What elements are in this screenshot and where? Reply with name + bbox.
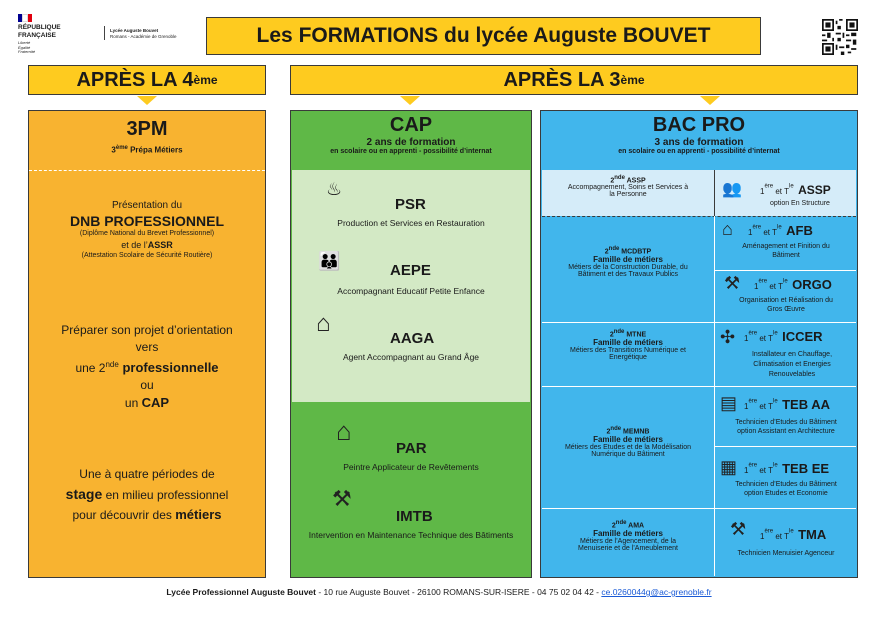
bac-1t-teb-aa[interactable]: ▤ 1ère et $T^{le}$ TEB AA Technicien d’Etudes du Bâtiment option Assistant en Architecture: [720, 393, 837, 435]
3pm-header: 3PM 3ème Prépa Métiers: [111, 118, 183, 155]
worker-icon: ⚒: [724, 273, 741, 293]
bac-right-divider: [714, 270, 856, 271]
building-plan-icon: ▤: [720, 393, 738, 413]
republic-motto: Liberté Égalité Fraternité: [18, 40, 36, 54]
french-flag-icon: [18, 14, 32, 22]
bac-1t-tma[interactable]: ⚒ 1ère et $T^{le}$ TMA Technicien Menuisier Agenceur: [730, 519, 835, 557]
banner-apres-4eme: APRÈS LA 4 ème: [28, 65, 266, 95]
republique-francaise-logo: RÉPUBLIQUE FRANÇAISE: [18, 24, 61, 39]
cap-item-aaga[interactable]: ⌂ AAGA Agent Accompagnant au Grand Âge: [316, 310, 480, 362]
tools-icon: ⚒: [332, 486, 352, 511]
bac-right-divider: [714, 446, 856, 447]
bac-2nde-mcdbtp[interactable]: 2nde MCDBTP Famille de métiers Métiers de la Construction Durable, du Bâtiment et des Travaux Publics: [568, 246, 688, 279]
bac-header: BAC PRO 3 ans de formation en scolaire ou en apprenti - possibilité d’internat: [618, 114, 780, 155]
bac-1t-afb[interactable]: ⌂ 1ère et $T^{le}$ AFB Aménagement et Finition du Bâtiment: [722, 219, 830, 259]
bac-assp-bottom-line: [542, 216, 856, 217]
3pm-dnb-section: Présentation du DNB PROFESSIONNEL (Diplôme National du Brevet Professionnel) et de l’ASSR (Attestation Scolaire de Sécurité Routière): [69, 200, 224, 259]
child-play-icon: 👪: [318, 251, 341, 271]
cap-item-imtb[interactable]: ⚒ IMTB Intervention en Maintenance Technique des Bâtiments: [308, 486, 514, 540]
family-house-icon: ⌂: [316, 310, 331, 337]
logo-separator: [104, 26, 105, 40]
bac-1t-iccer[interactable]: ✣ 1ère et $T^{le}$ ICCER Installateur en Chauffage, Climatisation et Energies Renouvelables: [720, 327, 833, 378]
people-group-icon: 👥: [722, 181, 742, 198]
carpenter-icon: ⚒: [730, 519, 747, 539]
house-roller-icon: ⌂: [722, 219, 733, 239]
bac-2nde-mtne[interactable]: 2nde MTNE Famille de métiers Métiers des Transitions Numérique et Energétique: [570, 329, 686, 362]
cap-item-aepe[interactable]: 👪 AEPE Accompagnant Educatif Petite Enfance: [318, 251, 485, 296]
cap-item-psr[interactable]: ♨ PSR Production et Services en Restauration: [326, 179, 485, 228]
paint-house-icon: ⌂: [336, 416, 352, 446]
building-calc-icon: ▦: [720, 457, 738, 477]
email-link[interactable]: ce.0260044g@ac-grenoble.fr: [601, 587, 712, 597]
bac-1t-orgo[interactable]: ⚒ 1ère et $T^{le}$ ORGO Organisation et Réalisation du Gros Œuvre: [724, 273, 833, 313]
cap-header: CAP 2 ans de formation en scolaire ou en apprenti - possibilité d’internat: [330, 114, 492, 155]
page-title: Les FORMATIONS du lycée Auguste BOUVET: [206, 17, 761, 55]
3pm-stage-section: Une à quatre périodes de stage en milieu professionnel pour découvrir des métiers: [65, 467, 229, 522]
3pm-divider: [29, 170, 265, 171]
3pm-orientation-section: Préparer son projet d’orientation vers une 2nde professionnelle ou un CAP: [61, 323, 233, 410]
cooking-pot-icon: ♨: [326, 179, 343, 199]
bac-1t-assp[interactable]: 👥 1ère et $T^{le}$ ASSP option En Structure: [722, 181, 831, 207]
bac-box-divider: [542, 386, 714, 387]
heating-icon: ✣: [720, 327, 736, 347]
cap-item-par[interactable]: ⌂ PAR Peintre Applicateur de Revêtements: [336, 416, 479, 472]
arrow-down-icon: [137, 96, 157, 105]
arrow-down-icon: [400, 96, 420, 105]
bac-right-divider: [714, 386, 856, 387]
bac-2nde-ama[interactable]: 2nde AMA Famille de métiers Métiers de l’Agencement, de la Menuiserie et de l’Ameublement: [578, 520, 678, 553]
bac-2nde-assp[interactable]: 2nde ASSP Accompagnement, Soins et Services à la Personne: [567, 175, 689, 199]
banner-apres-3eme: APRÈS LA 3 ème: [290, 65, 858, 95]
lycee-logo-text: Lycée Auguste Bouvet Romans - Académie de Grenoble: [110, 28, 177, 39]
bac-right-divider: [714, 322, 856, 323]
bac-1t-teb-ee[interactable]: ▦ 1ère et $T^{le}$ TEB EE Technicien d’Etudes du Bâtiment option Etudes et Economie: [720, 457, 837, 497]
bac-box-divider: [542, 322, 714, 323]
qr-code-icon[interactable]: [822, 19, 858, 55]
arrow-down-icon: [700, 96, 720, 105]
footer: Lycée Professionnel Auguste Bouvet - 10 rue Auguste Bouvet - 26100 ROMANS-SUR-ISERE - 04 75 02 04 42 - ce.0260044g@ac-grenoble.fr: [166, 587, 712, 597]
bac-2nde-memnb[interactable]: 2nde MEMNB Famille de métiers Métiers des Etudes et de la Modélisation Numérique du Bâtiment: [564, 426, 692, 459]
bac-right-divider: [714, 508, 856, 509]
bac-box-divider: [542, 508, 714, 509]
